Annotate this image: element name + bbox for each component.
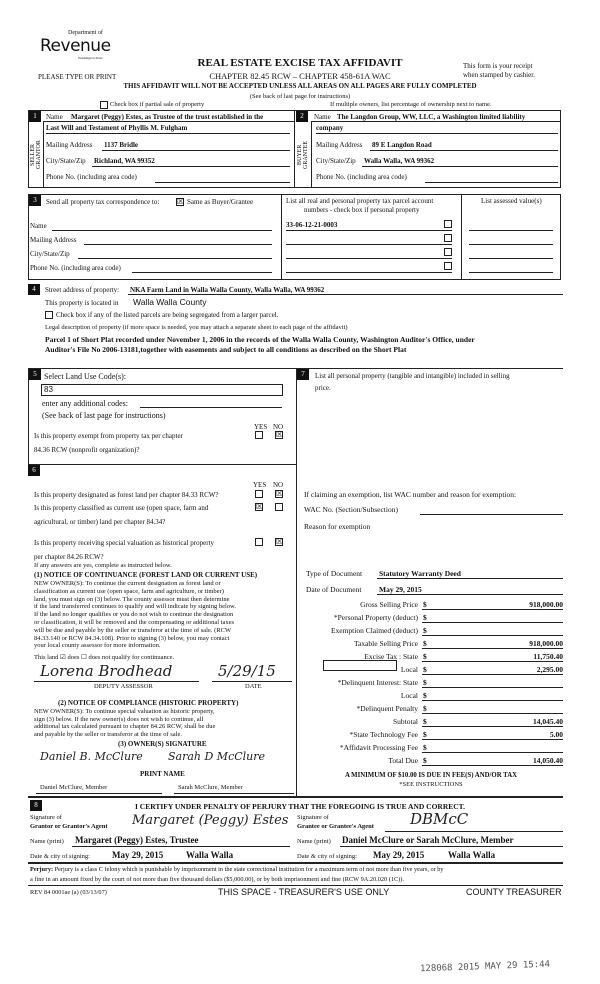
seller-address-label: Mailing Address: [46, 141, 93, 149]
buyer-name-label: Name: [314, 113, 331, 121]
notice-line: sign (3) below. If the new owner(s) does not wish to continue, all: [34, 715, 204, 723]
forest-yes-checkbox[interactable]: [255, 490, 263, 498]
segregated-label: Check box if any of the listed parcels are being segregated from a larger parcel.: [56, 311, 279, 319]
perjury-note: [30, 866, 444, 873]
owner-signature-title: (3) OWNER(S) SIGNATURE: [118, 740, 207, 748]
dollar-sign: $: [423, 678, 427, 687]
buyer-name-field-2[interactable]: company: [316, 124, 344, 132]
notice-line: and payable by the seller or transferor at the time of sale.: [34, 730, 182, 738]
grantor-signing-city[interactable]: Walla Walla: [186, 850, 234, 860]
tax-row-label: *Affidavit Processing Fee: [339, 743, 418, 752]
tax-row-value[interactable]: 918,000.00: [529, 639, 563, 648]
tax-row-value[interactable]: 14,050.40: [533, 756, 563, 765]
seller-phone-field[interactable]: [155, 182, 290, 183]
section-number-6: 6: [28, 465, 40, 476]
assessed-header: List assessed value(s): [481, 197, 542, 205]
historic-yes-checkbox[interactable]: [255, 538, 263, 546]
buyer-address-field[interactable]: 89 E Langdon Road: [372, 141, 432, 149]
section-number-3: 3: [29, 195, 41, 206]
logo-state: Washington State: [78, 56, 103, 60]
document-type-field[interactable]: Statutory Warranty Deed: [379, 569, 461, 578]
buyer-grantee-strip: BUYER GRANTEE: [297, 141, 309, 169]
assessor-date: 5/29/15: [218, 662, 276, 680]
section-number-1: 1: [29, 111, 41, 122]
buyer-city-label: City/State/Zip: [316, 157, 356, 165]
owner-signature-1: Daniel B. McClure: [40, 750, 143, 763]
tax-row-value[interactable]: 14,045.40: [533, 717, 563, 726]
tax-row-label: Total Due: [388, 756, 418, 765]
notice-continuance-text: [34, 580, 236, 650]
notice-line: NEW OWNER(S): To continue special valuation as historic property,: [34, 708, 215, 715]
tax-row-line: [422, 700, 563, 701]
notice-line: will be due and payable by the seller or transferor at the time of sale. (RCW: [34, 626, 232, 634]
tax-row-line: [422, 713, 563, 714]
historic-no-checkbox[interactable]: ☒: [276, 537, 284, 546]
historic-question: Is this property receiving special valuation as historical property: [34, 539, 215, 547]
tax-row-label: *Personal Property (deduct): [333, 613, 418, 622]
grantee-signing-date[interactable]: May 29, 2015: [373, 850, 425, 860]
owner-print-name-1[interactable]: Daniel McClure, Member: [40, 784, 108, 791]
grantee-name-print-label: Name (print): [297, 838, 331, 845]
form-revision: REV 84 0001ae (a) (03/13/07): [30, 889, 107, 896]
personal-property-label-2: price.: [315, 384, 331, 392]
owner-signature-2: Sarah D McClure: [168, 750, 266, 763]
receipt-stamp: 128068 2015 MAY 29 15:44: [419, 959, 551, 975]
tax-row-line: [422, 609, 563, 610]
tax-row-label: *Delinquent Interest: State: [337, 678, 418, 687]
certify-statement: I CERTIFY UNDER PENALTY OF PERJURY THAT THE FOREGOING IS TRUE AND CORRECT.: [134, 802, 465, 811]
personal-property-checkbox[interactable]: [444, 262, 452, 270]
street-address-field[interactable]: NKA Farm Land in Walla Walla County, Walla Walla, WA 99362: [130, 286, 325, 294]
correspondence-address-field[interactable]: [84, 244, 272, 245]
perjury-text-1: Perjury is a class C felony which is punishable by imprisonment in the state correctional institution for a maximum term of not more than five years, or by: [54, 866, 444, 873]
if-yes-note: If any answers are yes, complete as instructed below.: [34, 562, 172, 569]
parcel-header-1: List all real and personal property tax parcel account: [286, 197, 434, 205]
tax-row-label: Gross Selling Price: [360, 600, 418, 609]
seller-city-label: City/State/Zip: [46, 157, 86, 165]
partial-sale-checkbox[interactable]: [100, 101, 108, 109]
grantee-print-name[interactable]: Daniel McClure or Sarah McClure, Member: [342, 835, 514, 845]
tax-row-line: [422, 674, 563, 675]
tax-row-label: Local: [400, 665, 418, 674]
forest-question: Is this property designated as forest land per chapter 84.33 RCW?: [34, 491, 219, 499]
dollar-sign: $: [423, 743, 427, 752]
legal-description-label: Legal description of property (if more space is needed, you may attach a separate sheet to each page of the affidavit): [45, 324, 348, 331]
form-warning: THIS AFFIDAVIT WILL NOT BE ACCEPTED UNLESS ALL AREAS ON ALL PAGES ARE FULLY COMPLETED: [123, 82, 477, 90]
correspondence-phone-label: Phone No. (including area code): [30, 264, 121, 272]
dollar-sign: $: [423, 665, 427, 674]
perjury-bold: Perjury:: [30, 866, 54, 873]
section-number-7: 7: [297, 369, 309, 380]
tax-row-line: [422, 648, 563, 649]
dollar-sign: $: [423, 756, 427, 765]
continuance-text: This land ☑ does ☐ does not qualify for continuance.: [34, 654, 175, 661]
assessed-value-field[interactable]: [469, 272, 553, 273]
treasurer-use-label: THIS SPACE - TREASURER'S USE ONLY: [218, 887, 390, 897]
dollar-sign: $: [423, 626, 427, 635]
seller-name-field-2[interactable]: Last Will and Testament of Phyllis M. Fulgham: [46, 124, 188, 132]
notice-line: or classification, it will be removed and the compensating or additional taxes: [34, 618, 234, 626]
same-as-buyer-label: Same as Buyer/Grantee: [187, 198, 254, 206]
land-use-label: Select Land Use Code(s):: [44, 372, 126, 381]
historic-question-2: per chapter 84.26 RCW?: [34, 553, 104, 561]
current-use-no-checkbox[interactable]: [275, 503, 283, 511]
grantee-signing-city[interactable]: Walla Walla: [448, 850, 496, 860]
seller-name-label: Name: [46, 113, 63, 121]
correspondence-name-field[interactable]: [52, 230, 272, 231]
form-chapter: CHAPTER 82.45 RCW – CHAPTER 458-61A WAC: [209, 71, 391, 81]
personal-property-checkbox[interactable]: [444, 220, 452, 228]
type-print-note: PLEASE TYPE OR PRINT: [38, 73, 117, 81]
dollar-sign: $: [423, 600, 427, 609]
grantor-date-city-label: Date & city of signing:: [30, 853, 90, 860]
dollar-sign: $: [423, 613, 427, 622]
see-instructions-note: *SEE INSTRUCTIONS: [399, 781, 463, 788]
section-number-5: 5: [29, 369, 41, 380]
document-date-label: Date of Document: [306, 585, 362, 594]
assessed-value-field[interactable]: [469, 258, 553, 259]
notice-compliance-text: [34, 708, 215, 738]
exemption-label: If claiming an exemption, list WAC number and reason for exemption:: [304, 490, 517, 499]
buyer-phone-label: Phone No. (including area code): [316, 173, 407, 181]
notice-line: land, you must sign on (3) below. The county assessor must then determine: [34, 595, 230, 603]
exempt-question: Is this property exempt from property tax per chapter: [34, 432, 183, 440]
document-date-field[interactable]: May 29, 2015: [379, 585, 422, 594]
no-header: NO: [273, 481, 284, 489]
seller-grantor-strip: SELLER GRANTOR: [30, 140, 42, 170]
perjury-text-2: a fine in an amount fixed by the court of not more than five thousand dollars ($5,000.00), or by both imprisonment and fine (RCW 9A.20.020 (1C)).: [30, 876, 404, 883]
correspondence-phone-field[interactable]: [132, 272, 272, 273]
seller-city-field[interactable]: Richland, WA 99352: [94, 157, 155, 165]
grantee-signature-of-label: Signature of: [297, 814, 329, 821]
dollar-sign: $: [423, 704, 427, 713]
personal-property-checkbox[interactable]: [444, 234, 452, 242]
tax-row-label: *State Technology Fee: [349, 730, 418, 739]
logo-name: Revenue: [40, 36, 111, 56]
date-label: DATE: [245, 683, 262, 690]
tax-row-line: [422, 752, 563, 753]
notice-line: additional tax calculated pursuant to chapter 84.26 RCW, shall be due: [34, 723, 216, 731]
notice-continuance-title: (1) NOTICE OF CONTINUANCE (FOREST LAND OR CURRENT USE): [34, 571, 258, 579]
dollar-sign: $: [423, 717, 427, 726]
correspondence-name-label: Name: [30, 222, 47, 230]
tax-row-label: Exemption Claimed (deduct): [330, 626, 418, 635]
same-as-buyer-checkbox[interactable]: ☒: [177, 197, 185, 206]
notice-line: 84.33.140 or RCW 84.34.108). Prior to signing (3) below, you may contact: [34, 634, 230, 642]
tax-row-value[interactable]: 2,295.00: [536, 665, 563, 674]
assessed-value-field[interactable]: [469, 244, 553, 245]
receipt-note-2: when stamped by cashier.: [463, 71, 535, 79]
dollar-sign: $: [423, 730, 427, 739]
correspondence-city-label: City/State/Zip: [30, 250, 70, 258]
tax-row-value[interactable]: 11,750.40: [533, 652, 563, 661]
tax-row-label: Excise Tax : State: [364, 652, 418, 661]
tax-row-label: *Delinquent Penalty: [356, 704, 418, 713]
exempt-yes-checkbox[interactable]: [255, 431, 263, 439]
tax-row-label: Taxable Selling Price: [353, 639, 418, 648]
grantor-signing-date[interactable]: May 29, 2015: [112, 850, 164, 860]
tax-row-line: [422, 622, 563, 623]
notice-line: your local county assessor for more information.: [34, 642, 161, 650]
tax-row-label: Local: [400, 691, 418, 700]
deputy-assessor-label: DEPUTY ASSESSOR: [94, 683, 153, 690]
wac-label: WAC No. (Section/Subsection): [304, 505, 398, 514]
assessor-signature: Lorena Brodhead: [40, 662, 173, 680]
tax-row-line: [422, 687, 563, 688]
buyer-address-label: Mailing Address: [316, 141, 363, 149]
grantee-date-city-label: Date & city of signing:: [297, 853, 357, 860]
notice-line: if the land transferred continues to qualify and will indicate by signing below.: [34, 603, 236, 611]
seller-address-field[interactable]: 1137 Bridle: [104, 141, 139, 149]
buyer-phone-field[interactable]: [425, 182, 558, 183]
exemption-reason-label: Reason for exemption: [304, 522, 371, 531]
grantor-print-name[interactable]: Margaret (Peggy) Estes, Trustee: [75, 835, 199, 845]
correspondence-address-label: Mailing Address: [30, 236, 77, 244]
located-in-field[interactable]: Walla Walla County: [133, 297, 207, 307]
minimum-due-note: A MINIMUM OF $10.00 IS DUE IN FEE(S) AND/OR TAX: [344, 772, 518, 779]
partial-sale-label: Check box if partial sale of property: [110, 101, 205, 108]
no-header: NO: [273, 423, 284, 431]
buyer-city-field[interactable]: Walla Walla, WA 99362: [364, 157, 435, 165]
current-use-yes-checkbox[interactable]: ☒: [256, 502, 264, 511]
notice-line: classification as current use (open space, farm and agriculture, or timber): [34, 587, 224, 595]
notice-line: NEW OWNER(S): To continue the current designation as forest land or: [34, 580, 221, 587]
tax-row-line: [422, 765, 563, 766]
multiple-owners-note: If multiple owners, list percentage of ownership next to name.: [330, 101, 492, 108]
grantee-signature: DBMcC: [410, 810, 469, 828]
section-number-8: 8: [30, 800, 42, 811]
dollar-sign: $: [423, 639, 427, 648]
current-use-question: Is this property classified as current use (open space, farm and: [34, 504, 209, 512]
receipt-note-1: This form is your receipt: [463, 62, 533, 70]
wac-field[interactable]: [420, 514, 563, 515]
grantee-agent-label: Grantee or Grantee's Agent: [297, 823, 374, 830]
owner-print-name-2[interactable]: Sarah McClure, Member: [178, 784, 243, 791]
additional-codes-field[interactable]: [140, 407, 282, 408]
street-address-label: Street address of property:: [45, 286, 120, 294]
seller-phone-label: Phone No. (including area code): [46, 173, 137, 181]
tax-row-value[interactable]: 918,000.00: [529, 600, 563, 609]
document-type-label: Type of Document: [306, 569, 363, 578]
yes-header: YES: [253, 481, 267, 489]
buyer-name-field[interactable]: The Langdon Group, WW, LLC, a Washington limited liability: [337, 113, 526, 121]
grantor-agent-label: Grantor or Grantor's Agent: [30, 823, 108, 830]
tax-row-line: [422, 739, 563, 740]
parcel-number[interactable]: 33-06-12-21-0003: [286, 221, 338, 229]
send-correspondence-label: Send all property tax correspondence to:: [46, 198, 160, 206]
form-title: REAL ESTATE EXCISE TAX AFFIDAVIT: [197, 57, 403, 69]
exempt-no-checkbox[interactable]: ☒: [276, 430, 284, 439]
personal-property-checkbox[interactable]: [444, 248, 452, 256]
tax-row-line: [422, 635, 563, 636]
dollar-sign: $: [423, 652, 427, 661]
notice-compliance-title: (2) NOTICE OF COMPLIANCE (HISTORIC PROPERTY): [58, 699, 239, 707]
land-use-code-input[interactable]: [41, 384, 283, 396]
tax-row-label: Subtotal: [392, 717, 418, 726]
grantor-signature-of-label: Signature of: [30, 814, 62, 821]
personal-property-label: List all personal property (tangible and intangible) included in selling: [315, 372, 510, 380]
correspondence-city-field[interactable]: [78, 258, 272, 259]
assessed-value-field[interactable]: [469, 230, 553, 231]
segregated-checkbox[interactable]: [45, 311, 53, 319]
exempt-question-2: 84.36 RCW (nonprofit organization)?: [34, 446, 140, 454]
local-rate-box[interactable]: [323, 660, 397, 671]
county-treasurer-label: COUNTY TREASURER: [466, 887, 562, 897]
legal-description-line-1[interactable]: Parcel 1 of Short Plat recorded under November 1, 2006 in the records of the Walla Walla County, Washington Auditor's Office, under: [45, 335, 475, 344]
print-name-label: PRINT NAME: [140, 770, 185, 778]
yes-header: YES: [254, 423, 268, 431]
tax-row-line: [422, 661, 563, 662]
grantor-name-print-label: Name (print): [30, 838, 64, 845]
tax-row-line: [422, 726, 563, 727]
tax-row-value[interactable]: 5.00: [549, 730, 563, 739]
located-in-label: This property is located in: [45, 299, 119, 307]
seller-name-field[interactable]: Margaret (Peggy) Estes, as Trustee of the trust established in the: [71, 113, 264, 121]
forest-no-checkbox[interactable]: ☒: [276, 489, 284, 498]
instructions-note: (See back of last page for instructions): [249, 93, 351, 100]
grantor-signature: Margaret (Peggy) Estes: [132, 813, 289, 828]
additional-codes-label: enter any additional codes:: [42, 399, 128, 408]
see-back-note: (See back of last page for instructions): [42, 411, 166, 420]
land-use-code: 83: [44, 385, 53, 394]
section-number-2: 2: [296, 111, 308, 122]
legal-description-line-2[interactable]: Auditor's File No 2006-13181,together with easements and subject to all conditions as described on the Short Plat: [45, 345, 407, 354]
dollar-sign: $: [423, 691, 427, 700]
section-number-4: 4: [28, 284, 40, 295]
parcel-header-2: numbers - check box if personal property: [304, 206, 420, 214]
current-use-question-2: agricultural, or timber) land per chapter 84.34?: [34, 518, 166, 526]
notice-line: If the land no longer qualifies or you do not wish to continue the designation: [34, 611, 234, 619]
logo-dept: Department of: [68, 30, 103, 36]
